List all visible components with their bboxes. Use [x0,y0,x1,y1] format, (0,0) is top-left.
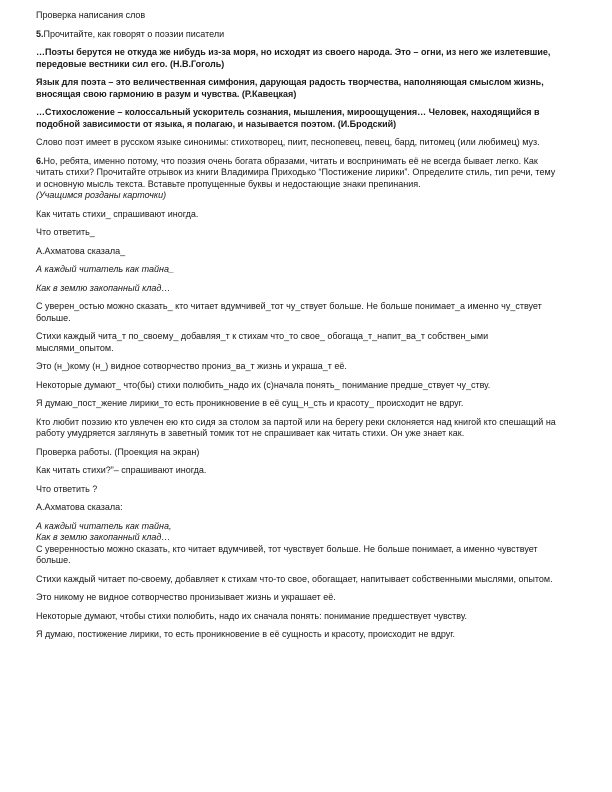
exercise-paragraph-5: Я думаю_пост_жение лирики_то есть проникновение в её сущ_н_сть и красоту_ происходит не вдруг. [36,398,464,408]
task-5 [36,29,556,41]
check-paragraph-4: Некоторые думают, чтобы стихи полюбить, надо их сначала понять: понимание предшествует чувству. [36,610,467,621]
check-verse-2: Как в землю закопанный клад… [36,532,171,542]
check-title: Проверка работы. (Проекция на экран) [36,446,200,457]
check-paragraph-1: С уверенностью можно сказать, кто читает вдумчивей, тот чувствует больше. Не больше понимает, а именно чувствует больше. [36,543,538,565]
exercise-paragraph-3: Это (н_)кому (н_) видное сотворчество прониз_ва_т жизнь и украша_т её. [36,361,347,371]
exercise-paragraph-1: С уверен_остью можно сказать_ кто читает вдумчивей_тот чу_ствует больше. Не больше понимает_а именно чу_ствует больше. [36,301,542,323]
exercise-line-3: А.Ахматова сказала_ [36,245,126,256]
quote-gogol: …Поэты берутся не откуда же нибудь из-за моря, но исходят из своего народа. Это – огни, из него же излетевшие, передовые вестники сил его. (Н.В.Гоголь) [36,47,551,69]
task-6 [36,156,556,191]
check-paragraph-5: Я думаю, постижение лирики, то есть проникновение в её сущность и красоту, происходит не вдруг. [36,629,455,639]
exercise-paragraph-2: Стихи каждый чита_т по_своему_ добавляя_т к стихам что_то свое_ обогаща_т_напит_ва_т собствен_ыми мыслями_опытом. [36,331,489,353]
check-verse-1: А каждый читатель как тайна, [36,520,172,531]
exercise-paragraph-4: Некоторые думают_ что(бы) стихи полюбить_надо их (с)начала понять_ понимание предше_ствует чу_ству. [36,379,491,390]
exercise-verse-2: Как в землю закопанный клад… [36,282,171,293]
task-5-text: Прочитайте, как говорят о поэзии писатели [43,28,225,39]
exercise-verse-1: А каждый читатель как тайна_ [36,264,175,274]
synonyms-paragraph: Слово поэт имеет в русском языке синонимы: стихотворец, пиит, песнопевец, певец, бард, питомец (или любимец) муз. [36,137,540,147]
check-line-3: А.Ахматова сказала: [36,502,123,512]
check-line-1: Как читать стихи?”– спрашивают иногда. [36,465,207,475]
exercise-paragraph-6: Кто любит поэзию кто увлечен ею кто сидя за столом за партой или на берегу реки склоняется над книгой кто спешащий на работу умудряется заглянуть в заветный томик тот не спрашивает как читать стихи. Он уже знает как. [36,416,556,438]
exercise-line-2: Что ответить_ [36,227,95,237]
exercise-line-1: Как читать стихи_ спрашивают иногда. [36,208,199,219]
check-line-2: Что ответить ? [36,483,98,494]
quote-kavetskaya: Язык для поэта – это величественная симфония, дарующая радость творчества, наполняющая смыслом жизнь, вносящая свою гармонию в разум и чувства. (Р.Кавецкая) [36,77,544,99]
task-6-note: (Учащимся розданы карточки) [36,190,167,200]
check-paragraph-2: Стихи каждый читает по-своему, добавляет к стихам что-то свое, обогащает, напитывает собственными мыслями, опытом. [36,573,553,584]
task-5-number: 5. [36,28,44,39]
task-6-number: 6. [36,155,44,166]
section-heading: Проверка написания слов [36,10,146,20]
check-paragraph-3: Это никому не видное сотворчество пронизывает жизнь и украшает её. [36,592,336,602]
task-6-text: Но, ребята, именно потому, что поэзия очень богата образами, читать и воспринимать её не всегда бывает легко. Как читать стихи? Прочитайте отрывок из книги Владимира Приходько “Постижение лирики”. Определите стиль, тип речи, тему и основную мысль текста. Вставьте пропущенные буквы и недостающие знаки препинания. [36,155,556,189]
quote-brodsky: …Стихосложение – колоссальный ускоритель сознания, мышления, мироощущения… Человек, находящийся в подобной зависимости от языка, я полагаю, и называется поэтом. (И.Бродский) [36,107,540,129]
